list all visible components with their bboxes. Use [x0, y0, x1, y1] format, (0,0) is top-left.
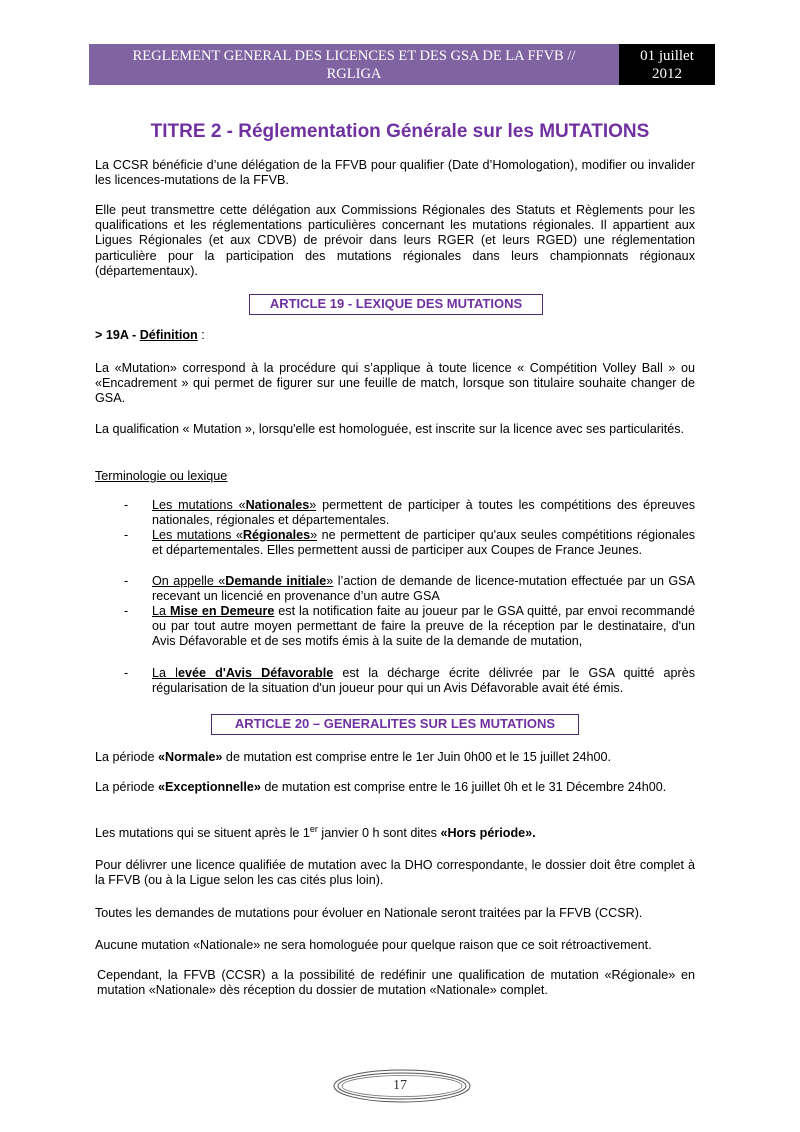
normal-period-lead: La période: [95, 750, 159, 764]
list-bullet: -: [124, 528, 129, 542]
out-of-period-term: «Hors période».: [440, 826, 536, 840]
exceptional-period-paragraph: [95, 780, 695, 795]
list-bullet: -: [124, 666, 129, 680]
header-date-line1: 01 juillet: [640, 48, 694, 64]
list-item-text: [152, 604, 695, 650]
article-20-heading: ARTICLE 20 – GENERALITES SUR LES MUTATIONS: [211, 714, 579, 735]
list-item-body: est la décharge écrite délivrée par le GSA quitté après régularisation de la situation d'un joueur pour qui un Avis Défavorable avait été émis.: [152, 666, 695, 696]
page-title: TITRE 2 - Réglementation Générale sur les MUTATIONS: [150, 121, 650, 142]
dho-paragraph: Pour délivrer une licence qualifiée de mutation avec la DHO correspondante, le dossier doit être complet à la FFVB (ou à la Ligue selon les cas cités plus loin).: [95, 858, 695, 888]
header-title-line2: RGLIGA: [326, 66, 382, 82]
section-19a-prefix: > 19A -: [95, 328, 140, 342]
header-date-line2: 2012: [652, 66, 682, 82]
list-item-term: Nationales: [245, 498, 310, 512]
list-item-term: Mise en Demeure: [169, 604, 275, 618]
list-item-body: est la notification faite au joueur par le GSA quitté, par envoi recommandé ou par tout autre moyen permettant de faire la preuve de la réception par le destinataire, d'un Avis Défavorable et de ses motifs émis à la suite de la demande de mutation,: [152, 604, 695, 649]
out-of-period-lead: Les mutations qui se situent après le 1: [95, 826, 310, 840]
nationale-paragraph: Toutes les demandes de mutations pour évoluer en Nationale seront traitées par la FFVB (CCSR).: [95, 906, 643, 920]
document-header-date: [619, 44, 715, 85]
document-header-title: [89, 44, 619, 85]
list-bullet: -: [124, 574, 129, 588]
out-of-period-body: janvier 0 h sont dites: [317, 826, 441, 840]
list-item-lead: Les mutations «: [152, 528, 243, 542]
normal-period-paragraph: [95, 750, 695, 765]
list-item-lead: La: [152, 604, 170, 618]
intro-paragraph-2: Elle peut transmettre cette délégation aux Commissions Régionales des Statuts et Règlements pour les qualifications et les réglementations particulières concernant les mutations régionales. Il appartient aux Ligues Régionales (et aux CDVB) de prévoir dans leurs RGER (et leurs RGED) une réglementation particulière pour la participation des mutations régionales dans leurs championnats régionaux (départementaux).: [95, 203, 695, 278]
list-item-term: Régionales: [242, 528, 311, 542]
normal-period-term: «Normale»: [158, 750, 223, 764]
mutation-definition-paragraph: La «Mutation» correspond à la procédure qui s’applique à toute licence « Compétition Volley Ball » ou «Encadrement » qui permet de figurer sur une feuille de match, lorsque son titulaire souhaite changer de GSA.: [95, 361, 695, 406]
exceptional-period-lead: La période: [95, 780, 159, 794]
intro-paragraph-1: La CCSR bénéficie d’une délégation de la FFVB pour qualifier (Date d’Homologation), modifier ou invalider les licences-mutations de la FFVB.: [95, 158, 695, 188]
header-title-line1: REGLEMENT GENERAL DES LICENCES ET DES GSA DE LA FFVB //: [132, 48, 576, 64]
exceptional-period-term: «Exceptionnelle»: [158, 780, 261, 794]
list-bullet: -: [124, 604, 129, 618]
list-item-lead-end: »: [326, 574, 334, 588]
page-number: 17: [393, 1078, 407, 1093]
list-item-lead-end: »: [309, 498, 317, 512]
exceptional-period-body: de mutation est comprise entre le 16 juillet 0h et le 31 Décembre 24h00.: [260, 780, 667, 794]
list-item-text: [152, 528, 695, 558]
list-item-lead: Les mutations «: [152, 498, 246, 512]
list-item-lead: La l: [152, 666, 178, 680]
list-bullet: -: [124, 498, 129, 512]
list-item-text: [152, 574, 695, 604]
terminology-heading: Terminologie ou lexique: [95, 469, 228, 483]
normal-period-body: de mutation est comprise entre le 1er Juin 0h00 et le 15 juillet 24h00.: [222, 750, 611, 764]
no-retroactive-paragraph: Aucune mutation «Nationale» ne sera homologuée pour quelque raison que ce soit rétroactivement.: [95, 938, 652, 952]
out-of-period-paragraph: [95, 823, 695, 841]
section-19a-label: Définition: [139, 328, 198, 342]
list-item-lead: On appelle «: [152, 574, 226, 588]
out-of-period-superscript: er: [309, 823, 318, 834]
list-item-text: [152, 498, 695, 528]
list-item-text: [152, 666, 695, 696]
list-item-lead-end: »: [310, 528, 318, 542]
list-item-term: Demande initiale: [225, 574, 327, 588]
list-item-body: ne permettent de participer qu'aux seules compétitions régionales et départementales. Elles permettent aussi de participer aux Coupes de France Jeunes.: [152, 528, 695, 558]
section-19a-heading: [95, 328, 205, 343]
article-19-heading: ARTICLE 19 - LEXIQUE DES MUTATIONS: [249, 294, 543, 315]
redefinition-paragraph: Cependant, la FFVB (CCSR) a la possibilité de redéfinir une qualification de mutation «Régionale» en mutation «Nationale» dès réception du dossier de mutation «Nationale» complet.: [97, 968, 695, 998]
list-item-body: l’action de demande de licence-mutation effectuée par un GSA recevant un licencié en provenance d’un autre GSA: [152, 574, 695, 604]
list-item-term: evée d'Avis Défavorable: [177, 666, 334, 680]
list-item-body: permettent de participer à toutes les compétitions des épreuves nationales, régionales et départementales.: [152, 498, 695, 528]
qualification-paragraph: La qualification « Mutation », lorsqu'elle est homologuée, est inscrite sur la licence avec ses particularités.: [95, 422, 685, 436]
section-19a-suffix: :: [197, 328, 205, 342]
